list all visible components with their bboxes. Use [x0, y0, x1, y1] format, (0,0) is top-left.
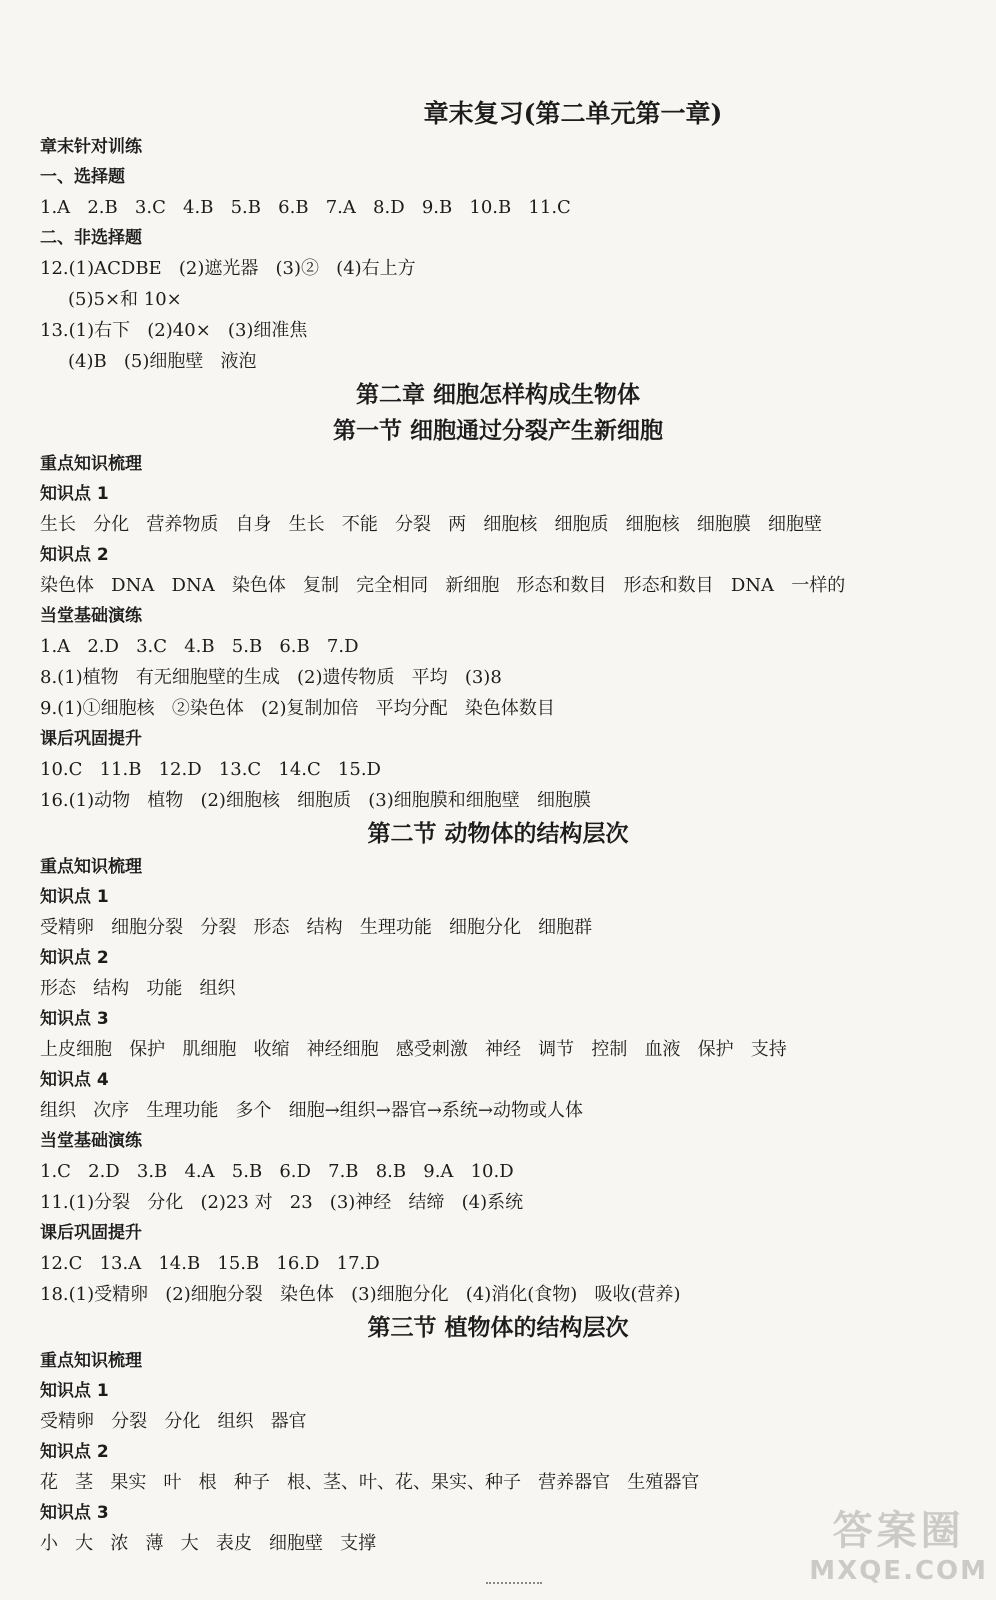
- section-heading: 章末针对训练: [40, 137, 142, 157]
- answer-line: 形态 结构 功能 组织: [40, 978, 236, 999]
- answer-line: 1.C 2.D 3.B 4.A 5.B 6.D 7.B 8.B 9.A 10.D: [40, 1161, 514, 1182]
- answer-line: 生长 分化 营养物质 自身 生长 不能 分裂 两 细胞核 细胞质 细胞核 细胞膜 细胞壁: [40, 514, 822, 535]
- watermark-text: 答案圈: [832, 1508, 965, 1554]
- answer-line: 18.(1)受精卵 (2)细胞分裂 染色体 (3)细胞分化 (4)消化(食物) 吸收(营养): [40, 1284, 681, 1305]
- answer-line: 受精卵 分裂 分化 组织 器官: [40, 1411, 307, 1432]
- section-heading: 重点知识梳理: [40, 857, 142, 877]
- section-heading: 知识点 4: [40, 1070, 109, 1090]
- page-title: 章末复习(第二单元第一章): [423, 99, 723, 128]
- answer-line: 10.C 11.B 12.D 13.C 14.C 15.D: [40, 759, 381, 780]
- answer-line: 16.(1)动物 植物 (2)细胞核 细胞质 (3)细胞膜和细胞壁 细胞膜: [40, 790, 591, 811]
- answer-line: (5)5×和 10×: [68, 289, 182, 310]
- section-heading: 知识点 1: [40, 484, 109, 504]
- section-heading: 知识点 3: [40, 1009, 109, 1029]
- answer-line: 受精卵 细胞分裂 分裂 形态 结构 生理功能 细胞分化 细胞群: [40, 917, 593, 938]
- chapter-title: 第三节 植物体的结构层次: [367, 1314, 629, 1341]
- section-heading: 当堂基础演练: [40, 606, 142, 626]
- answer-line: 组织 次序 生理功能 多个 细胞→组织→器官→系统→动物或人体: [40, 1100, 583, 1121]
- section-heading: 知识点 2: [40, 948, 109, 968]
- watermark-logo: [809, 1499, 988, 1586]
- section-heading: 课后巩固提升: [40, 1223, 142, 1243]
- answer-line: 1.A 2.B 3.C 4.B 5.B 6.B 7.A 8.D 9.B 10.B 11.C: [40, 197, 571, 218]
- section-heading: 知识点 2: [40, 1442, 109, 1462]
- answer-line: 13.(1)右下 (2)40× (3)细准焦: [40, 320, 308, 341]
- chapter-title: 第一节 细胞通过分裂产生新细胞: [332, 417, 663, 444]
- answer-line: 9.(1)①细胞核 ②染色体 (2)复制加倍 平均分配 染色体数目: [40, 698, 555, 719]
- answer-content: [40, 132, 956, 1559]
- chapter-title: 第二章 细胞怎样构成生物体: [355, 381, 640, 408]
- section-heading: 二、非选择题: [40, 228, 142, 248]
- section-heading: 课后巩固提升: [40, 729, 142, 749]
- answer-line: 小 大 浓 薄 大 表皮 细胞壁 支撑: [40, 1533, 377, 1554]
- section-heading: 重点知识梳理: [40, 1351, 142, 1371]
- section-heading: 当堂基础演练: [40, 1131, 142, 1151]
- answer-line: 染色体 DNA DNA 染色体 复制 完全相同 新细胞 形态和数目 形态和数目 DNA 一样的: [40, 575, 846, 596]
- answer-line: 8.(1)植物 有无细胞壁的生成 (2)遗传物质 平均 (3)8: [40, 667, 502, 688]
- section-heading: 知识点 2: [40, 545, 109, 565]
- watermark-url: MXQE.COM: [809, 1556, 988, 1586]
- section-heading: 知识点 1: [40, 1381, 109, 1401]
- answer-line: (4)B (5)细胞壁 液泡: [68, 351, 257, 372]
- page-number-mark: [486, 1582, 542, 1592]
- section-heading: 知识点 1: [40, 887, 109, 907]
- answer-line: 12.(1)ACDBE (2)遮光器 (3)② (4)右上方: [40, 258, 416, 279]
- section-heading: 知识点 3: [40, 1503, 109, 1523]
- answer-line: 1.A 2.D 3.C 4.B 5.B 6.B 7.D: [40, 636, 359, 657]
- answer-line: 11.(1)分裂 分化 (2)23 对 23 (3)神经 结缔 (4)系统: [40, 1192, 524, 1213]
- answer-line: 上皮细胞 保护 肌细胞 收缩 神经细胞 感受刺激 神经 调节 控制 血液 保护 支持: [40, 1039, 787, 1060]
- answer-line: 花 茎 果实 叶 根 种子 根、茎、叶、花、果实、种子 营养器官 生殖器官: [40, 1472, 700, 1493]
- section-heading: 一、选择题: [40, 167, 125, 187]
- answer-line: 12.C 13.A 14.B 15.B 16.D 17.D: [40, 1253, 380, 1274]
- chapter-title: 第二节 动物体的结构层次: [367, 820, 629, 847]
- section-heading: 重点知识梳理: [40, 454, 142, 474]
